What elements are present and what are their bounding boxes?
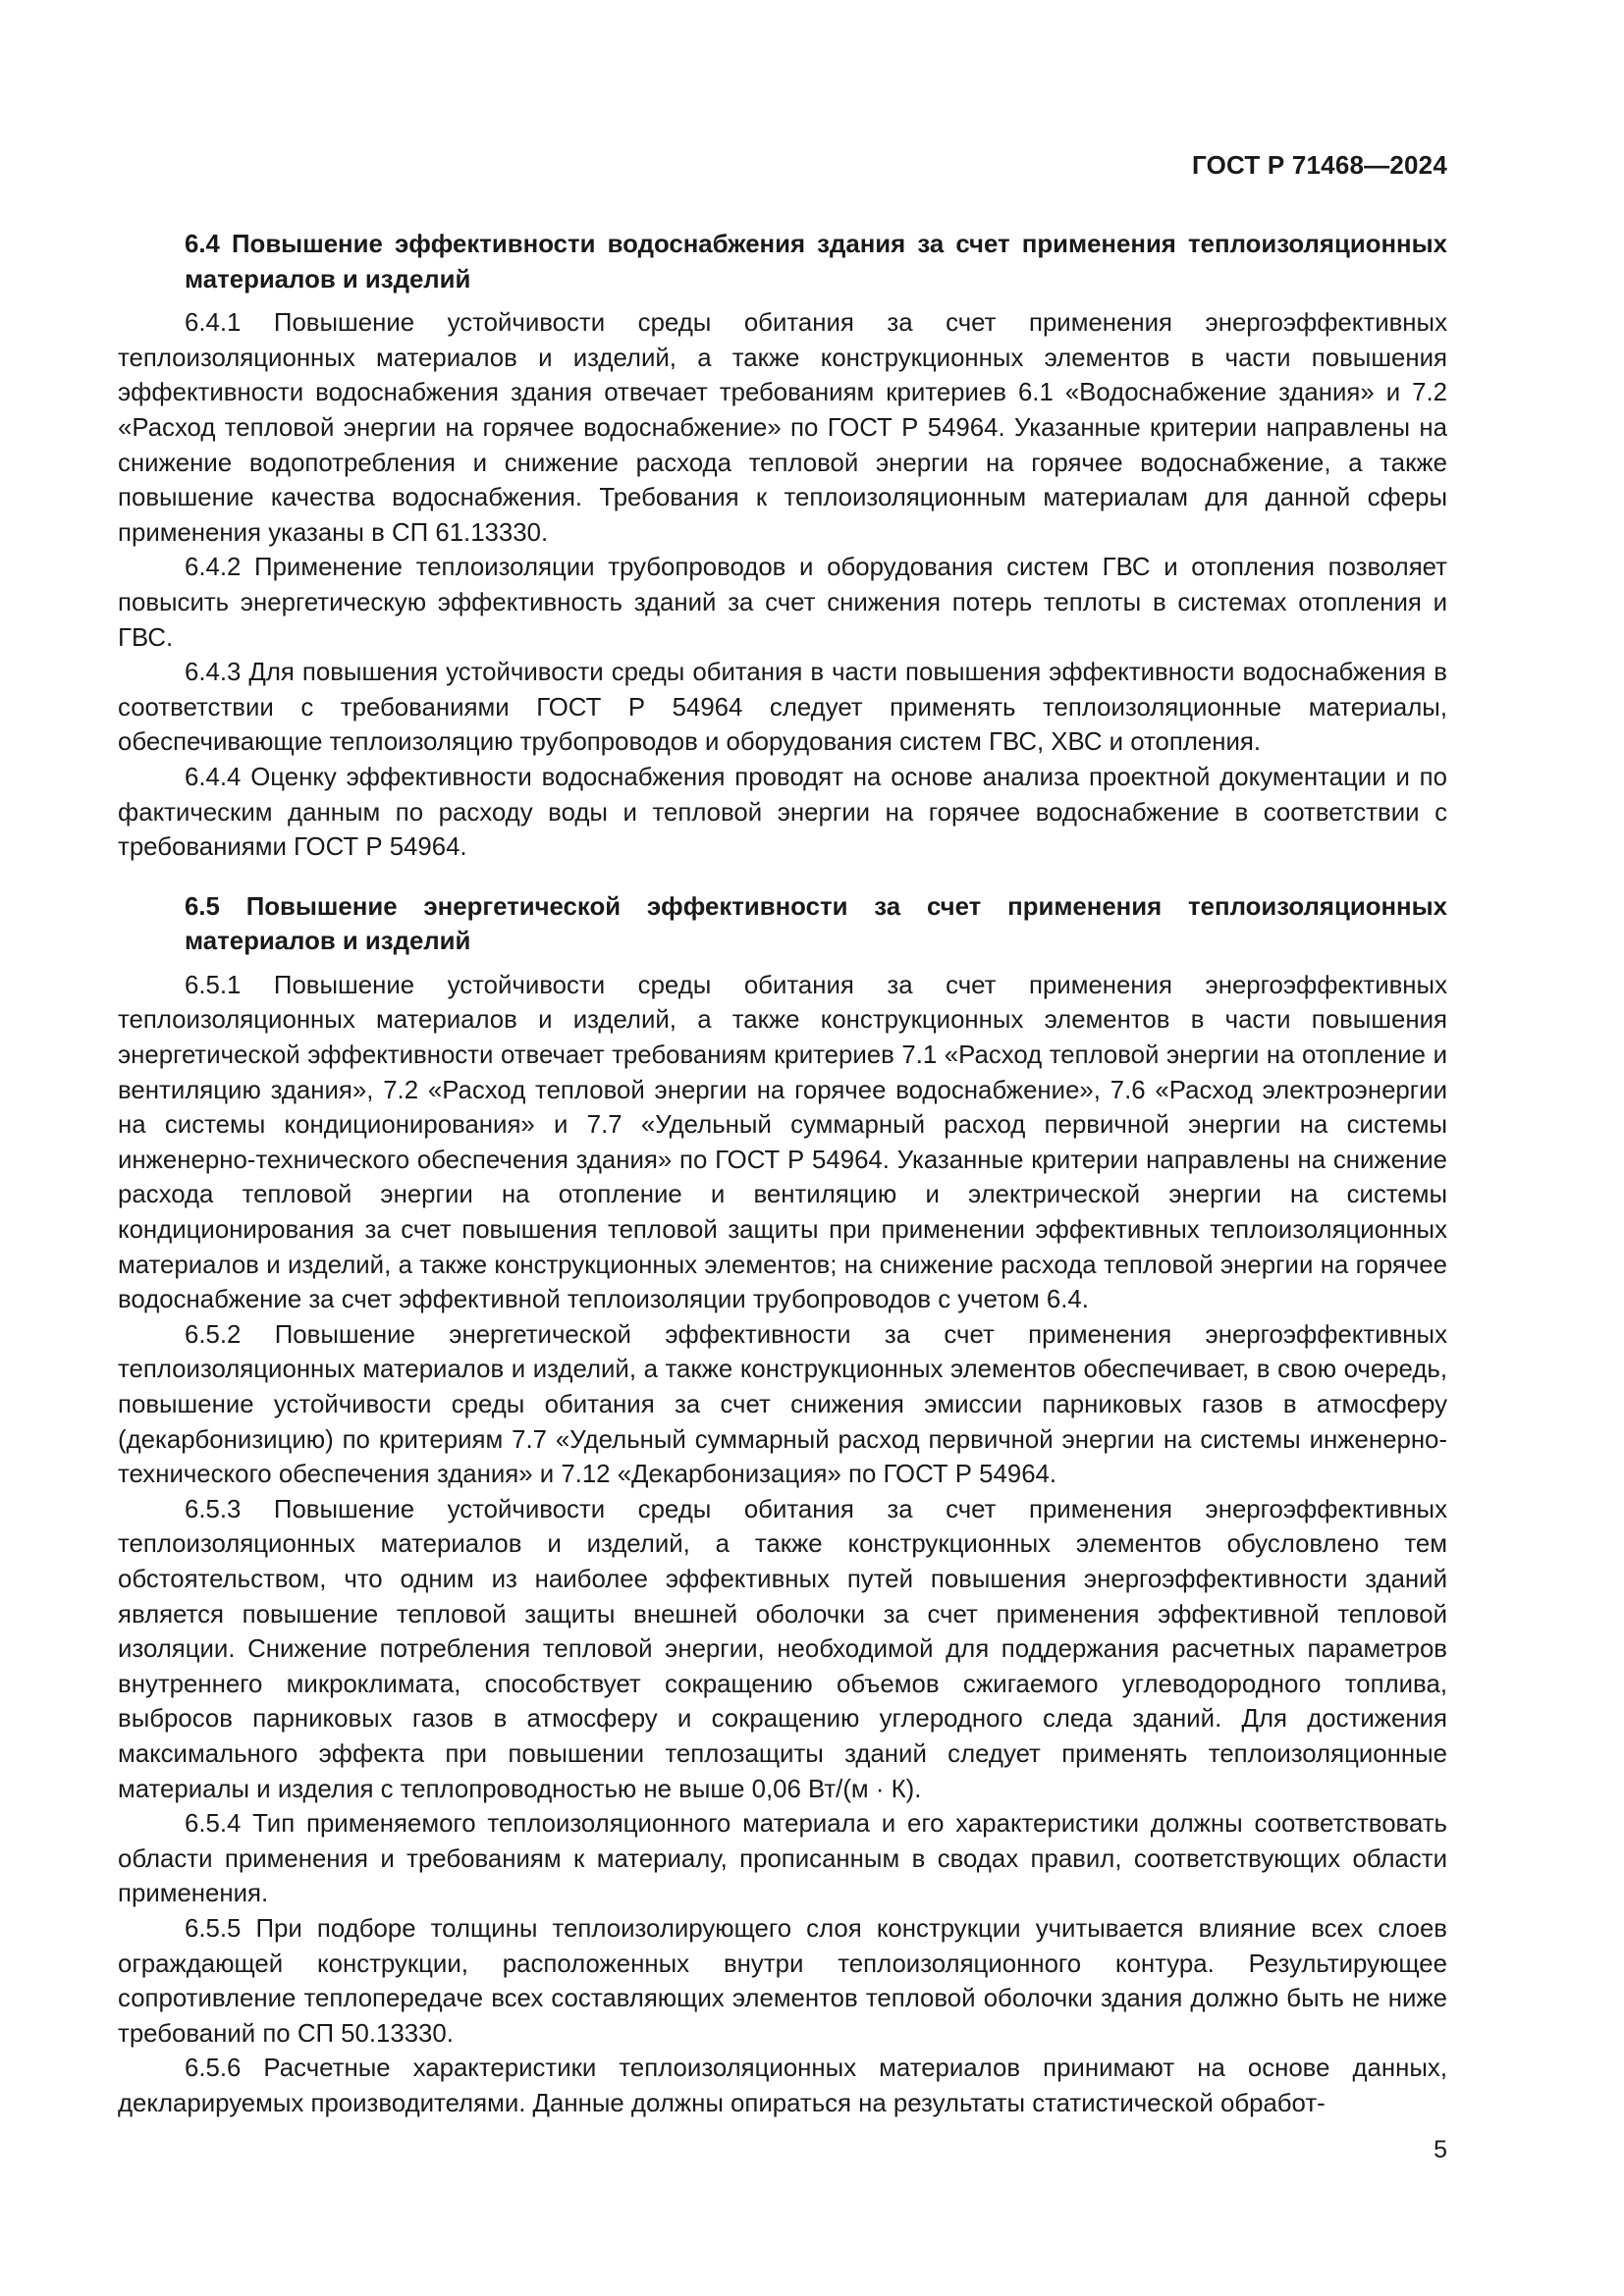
paragraph: 6.5.6 Расчетные характеристики теплоизоляционных материалов принимают на основе данных, декларируемых производителями. Данные должны опираться на результаты статистической обработ- [118,2055,1447,2117]
section-heading: 6.5 Повышение энергетической эффективности за счет применения теплоизоляционных материалов и изделий [185,892,1447,956]
section-6-4 [118,228,1447,866]
document-body [118,228,1447,2121]
paragraph: 6.5.2 Повышение энергетической эффективности за счет применения энергоэффективных теплоизоляционных материалов и изделий, а также конструкционных элементов обеспечивает, в свою очередь, повышение устойчивости среды обитания за счет снижения эмиссии парниковых газов в атмосферу (декарбонизицию) по критериям 7.7 «Удельный суммарный расход первичной энергии на системы инженерно-технического обеспечения здания» и 7.12 «Декарбонизация» по ГОСТ Р 54964. [118,1320,1447,1489]
paragraph: 6.4.4 Оценку эффективности водоснабжения проводят на основе анализа проектной документации и по фактическим данным по расходу воды и тепловой энергии на горячее водоснабжение в соответствии с требованиями ГОСТ Р 54964. [118,763,1447,862]
paragraph: 6.4.1 Повышение устойчивости среды обитания за счет применения энергоэффективных теплоизоляционных материалов и изделий, а также конструкционных элементов в части повышения эффективности водоснабжения здания отвечает требованиям критериев 6.1 «Водоснабжение здания» и 7.2 «Расход тепловой энергии на горячее водоснабжение» по ГОСТ Р 54964. Указанные критерии направлены на снижение водопотребления и снижение расхода тепловой энергии на горячее водоснабжение, а также повышение качества водоснабжения. Требования к теплоизоляционным материалам для данной сферы применения указаны в СП 61.13330. [118,309,1447,547]
paragraph: 6.5.4 Тип применяемого теплоизоляционного материала и его характеристики должны соответствовать области применения и требованиям к материалу, прописанным в сводах правил, соответствующих области применения. [118,1810,1447,1908]
section-6-5 [118,890,1447,2122]
paragraph: 6.4.3 Для повышения устойчивости среды обитания в части повышения эффективности водоснабжения в соответствии с требованиями ГОСТ Р 54964 следует применять теплоизоляционные материалы, обеспечивающие теплоизоляцию трубопроводов и оборудования систем ГВС, ХВС и отопления. [118,659,1447,757]
paragraph: 6.4.2 Применение теплоизоляции трубопроводов и оборудования систем ГВС и отопления позволяет повысить энергетическую эффективность зданий за счет снижения потерь теплоты в системах отопления и ГВС. [118,554,1447,652]
page-number: 5 [1434,2136,1447,2163]
standard-code-header: ГОСТ Р 71468—2024 [1192,150,1447,180]
paragraph: 6.5.5 При подборе толщины теплоизолирующего слоя конструкции учитывается влияние всех слоев ограждающей конструкции, расположенных внутри теплоизоляционного контура. Результирующее сопротивление теплопередаче всех составляющих элементов тепловой оболочки здания должно быть не ниже требований по СП 50.13330. [118,1914,1447,2048]
section-heading: 6.4 Повышение эффективности водоснабжения здания за счет применения теплоизоляционных материалов и изделий [185,231,1447,294]
paragraph: 6.5.3 Повышение устойчивости среды обитания за счет применения энергоэффективных теплоизоляционных материалов и изделий, а также конструкционных элементов обусловлено тем обстоятельством, что одним из наиболее эффективных путей повышения энергоэффективности зданий является повышение тепловой защиты внешней оболочки за счет применения эффективной тепловой изоляции. Снижение потребления тепловой энергии, необходимой для поддержания расчетных параметров внутреннего микроклимата, способствует сокращению объемов сжигаемого углеводородного топлива, выбросов парниковых газов в атмосферу и сокращению углеродного следа зданий. Для достижения максимального эффекта при повышении теплозащиты зданий следует применять теплоизоляционные материалы и изделия с теплопроводностью не выше 0,06 Вт/(м · К). [118,1495,1447,1803]
paragraph: 6.5.1 Повышение устойчивости среды обитания за счет применения энергоэффективных теплоизоляционных материалов и изделий, а также конструкционных элементов в части повышения энергетической эффективности отвечает требованиям критериев 7.1 «Расход тепловой энергии на отопление и вентиляцию здания», 7.2 «Расход тепловой энергии на горячее водоснабжение», 7.6 «Расход электроэнергии на системы кондиционирования» и 7.7 «Удельный суммарный расход первичной энергии на системы инженерно-технического обеспечения здания» по ГОСТ Р 54964. Указанные критерии направлены на снижение расхода тепловой энергии на отопление и вентиляцию и электрической энергии на системы кондиционирования за счет повышения тепловой защиты при применении эффективных теплоизоляционных материалов и изделий, а также конструкционных элементов; на снижение расхода тепловой энергии на горячее водоснабжение за счет эффективной теплоизоляции трубопроводов с учетом 6.4. [118,971,1447,1314]
